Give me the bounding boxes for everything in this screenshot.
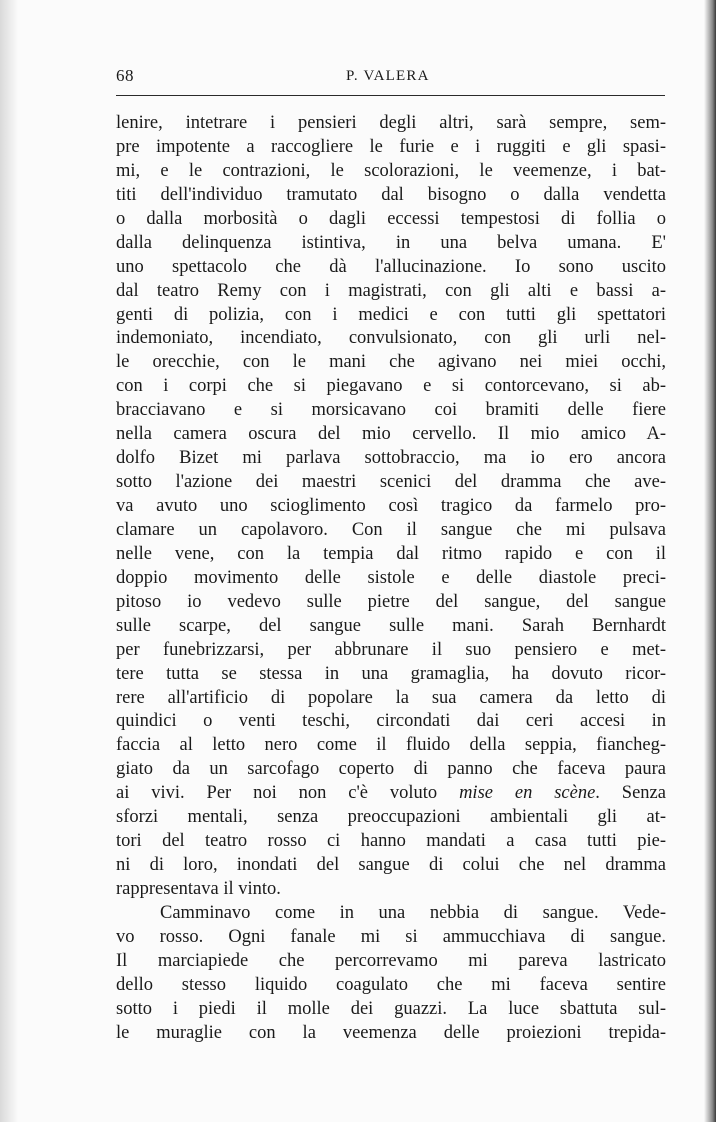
- page-gutter-shadow: [0, 0, 18, 1122]
- text-line: mi, e le contrazioni, le scolorazioni, le veemenze, i bat-: [116, 160, 666, 181]
- text-line: genti di polizia, con i medici e con tutti gli spettatori: [116, 304, 666, 325]
- text-line: pitoso io vedevo sulle pietre del sangue, del sangue: [116, 591, 666, 612]
- text-line: le orecchie, con le mani che agivano nei miei occhi,: [116, 352, 666, 373]
- text-line: sotto i piedi il molle dei guazzi. La luce sbattuta sul-: [116, 998, 666, 1019]
- text-line: Il marciapiede che percorrevamo mi pareva lastricato: [116, 950, 666, 971]
- text-line: con i corpi che si piegavano e si contorcevano, si ab-: [116, 376, 666, 397]
- text-line: pre impotente a raccogliere le furie e i ruggiti e gli spasi-: [116, 136, 666, 157]
- text-line: quindici o venti teschi, circondati dai ceri accesi in: [116, 711, 666, 732]
- body-text: [116, 112, 666, 1046]
- text-line: lenire, intetrare i pensieri degli altri, sarà sempre, sem-: [116, 113, 666, 133]
- text-line: sulle scarpe, del sangue sulle mani. Sarah Bernhardt: [116, 615, 666, 636]
- page-number: 68: [116, 66, 134, 85]
- header-rule: [116, 95, 665, 96]
- text-line: bracciavano e si morsicavano coi bramiti delle fiere: [116, 400, 666, 421]
- page-edge-shadow: [704, 0, 716, 1122]
- text-line: dolfo Bizet mi parlava sottobraccio, ma io ero ancora: [116, 448, 666, 469]
- text-segment: . Senza: [595, 783, 666, 804]
- text-line: sforzi mentali, senza preoccupazioni ambientali gli at-: [116, 807, 666, 828]
- text-line: tori del teatro rosso ci hanno mandati a casa tutti pie-: [116, 831, 666, 852]
- text-line: indemoniato, incendiato, convulsionato, con gli urli nel-: [116, 328, 666, 349]
- text-line: doppio movimento delle sistole e delle diastole preci-: [116, 567, 666, 588]
- text-line: nelle vene, con la tempia dal ritmo rapido e con il: [116, 543, 666, 564]
- text-line: dal teatro Remy con i magistrati, con gli alti e bassi a-: [116, 280, 666, 301]
- paragraph-start-line: Camminavo come in una nebbia di sangue. Vede-: [160, 902, 666, 923]
- text-line: uno spettacolo che dà l'allucinazione. Io sono uscito: [116, 256, 666, 277]
- italic-phrase: mise en scène: [459, 783, 596, 804]
- text-line-with-italic: [116, 782, 666, 806]
- text-line: nella camera oscura del mio cervello. Il mio amico A-: [116, 424, 666, 445]
- text-line: tere tutta se stessa in una gramaglia, ha dovuto ricor-: [116, 663, 666, 684]
- text-line: dalla delinquenza istintiva, in una belva umana. E': [116, 232, 666, 253]
- text-line: vo rosso. Ogni fanale mi si ammucchiava di sangue.: [116, 926, 666, 947]
- paragraph-end-line: rappresentava il vinto.: [116, 879, 281, 899]
- text-line: dello stesso liquido coagulato che mi faceva sentire: [116, 974, 666, 995]
- text-line: le muraglie con la veemenza delle proiezioni trepida-: [116, 1022, 666, 1043]
- text-line: giato da un sarcofago coperto di panno che faceva paura: [116, 759, 666, 780]
- text-segment: ai vivi. Per noi non c'è voluto: [116, 783, 460, 804]
- text-line: titi dell'individuo tramutato dal bisogno o dalla vendetta: [116, 184, 666, 205]
- text-line: va avuto uno scioglimento così tragico da farmelo pro-: [116, 496, 666, 516]
- running-head: P. VALERA: [346, 68, 430, 84]
- text-line: clamare un capolavoro. Con il sangue che mi pulsava: [116, 519, 666, 540]
- text-line: ni di loro, inondati del sangue di colui che nel dramma: [116, 855, 666, 876]
- page-header: [116, 66, 666, 92]
- text-line: o dalla morbosità o dagli eccessi tempestosi di follia o: [116, 208, 666, 229]
- text-line: faccia al letto nero come il fluido della seppia, fiancheg-: [116, 735, 666, 756]
- text-line: rere all'artificio di popolare la sua camera da letto di: [116, 687, 666, 708]
- text-line: per funebrizzarsi, per abbrunare il suo pensiero e met-: [116, 639, 666, 660]
- text-line: sotto l'azione dei maestri scenici del dramma che ave-: [116, 472, 666, 493]
